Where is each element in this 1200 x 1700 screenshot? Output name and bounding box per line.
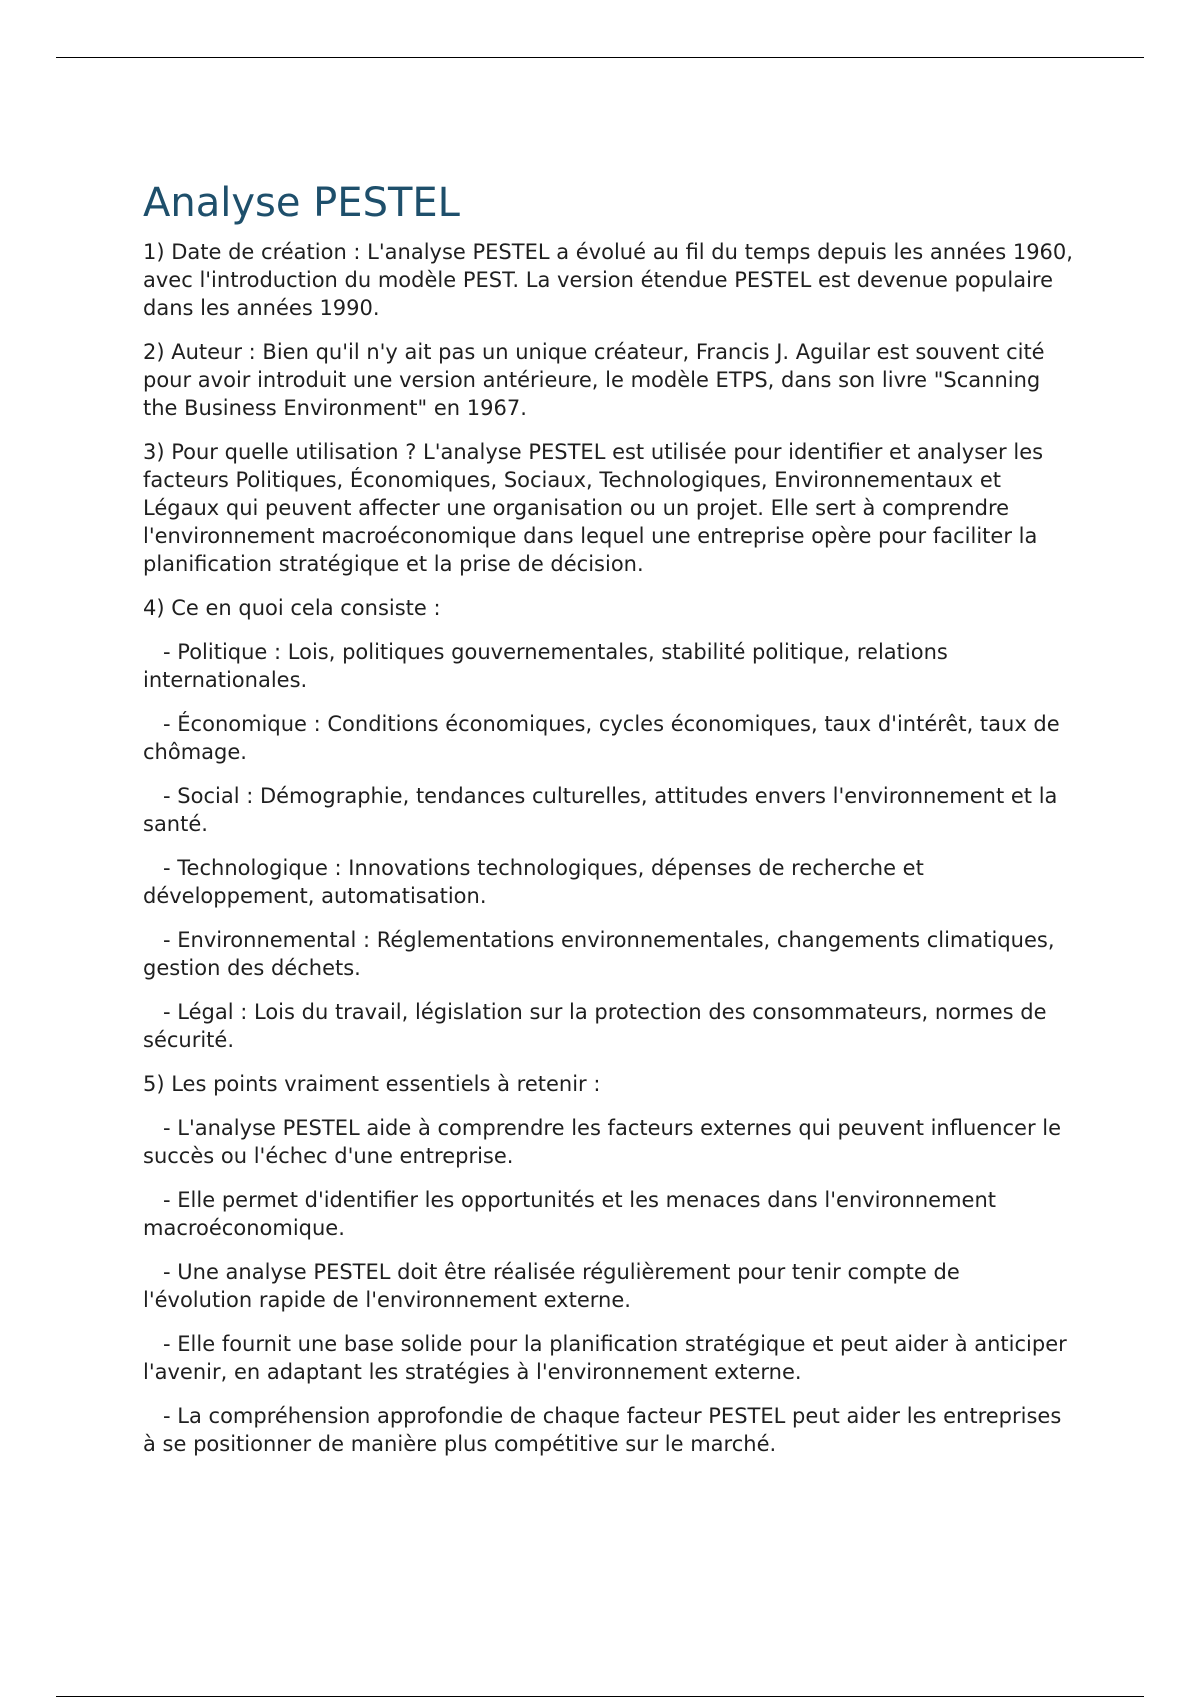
list-item-essentiel-2: - Elle permet d'identifier les opportunités et les menaces dans l'environnement macroéconomique. bbox=[143, 1188, 1003, 1240]
paragraph-utilisation: 3) Pour quelle utilisation ? L'analyse PESTEL est utilisée pour identifier et analyser les facteurs Politiques, Économiques, Sociaux, Technologiques, Environnementaux et Légaux qui peuvent affecter une organisation ou un projet. Elle sert à comprendre l'environnement macroéconomique dans lequel une entreprise opère pour faciliter la planification stratégique et la prise de décision. bbox=[143, 440, 1044, 576]
list-item-essentiel-5: - La compréhension approfondie de chaque facteur PESTEL peut aider les entreprises à se positionner de manière plus compétitive sur le marché. bbox=[143, 1404, 1068, 1456]
list-item-essentiel-3: - Une analyse PESTEL doit être réalisée régulièrement pour tenir compte de l'évolution rapide de l'environnement externe. bbox=[143, 1260, 967, 1312]
list-item-technologique: - Technologique : Innovations technologiques, dépenses de recherche et développement, automatisation. bbox=[143, 856, 931, 908]
document-title: Analyse PESTEL bbox=[143, 180, 460, 226]
list-item-politique: - Politique : Lois, politiques gouvernementales, stabilité politique, relations internationales. bbox=[143, 640, 955, 692]
paragraph-essentiels-heading: 5) Les points vraiment essentiels à retenir : bbox=[143, 1072, 601, 1096]
list-item-legal: - Légal : Lois du travail, législation sur la protection des consommateurs, normes de sécurité. bbox=[143, 1000, 1054, 1052]
list-item-essentiel-1: - L'analyse PESTEL aide à comprendre les facteurs externes qui peuvent influencer le succès ou l'échec d'une entreprise. bbox=[143, 1116, 1068, 1168]
document-body bbox=[143, 176, 1073, 1474]
paragraph-consiste-heading: 4) Ce en quoi cela consiste : bbox=[143, 596, 441, 620]
list-item-environnemental: - Environnemental : Réglementations environnementales, changements climatiques, gestion des déchets. bbox=[143, 928, 1062, 980]
top-rule bbox=[56, 57, 1144, 58]
paragraph-date-creation: 1) Date de création : L'analyse PESTEL a évolué au fil du temps depuis les années 1960, avec l'introduction du modèle PEST. La version étendue PESTEL est devenue populaire dans les années 1990. bbox=[143, 240, 1073, 320]
bottom-rule bbox=[56, 1696, 1144, 1697]
list-item-essentiel-4: - Elle fournit une base solide pour la planification stratégique et peut aider à anticiper l'avenir, en adaptant les stratégies à l'environnement externe. bbox=[143, 1332, 1074, 1384]
list-item-social: - Social : Démographie, tendances culturelles, attitudes envers l'environnement et la santé. bbox=[143, 784, 1065, 836]
paragraph-auteur: 2) Auteur : Bien qu'il n'y ait pas un unique créateur, Francis J. Aguilar est souvent cité pour avoir introduit une version antérieure, le modèle ETPS, dans son livre "Scanning the Business Environment" en 1967. bbox=[143, 340, 1045, 420]
list-item-economique: - Économique : Conditions économiques, cycles économiques, taux d'intérêt, taux de chômage. bbox=[143, 712, 1067, 764]
